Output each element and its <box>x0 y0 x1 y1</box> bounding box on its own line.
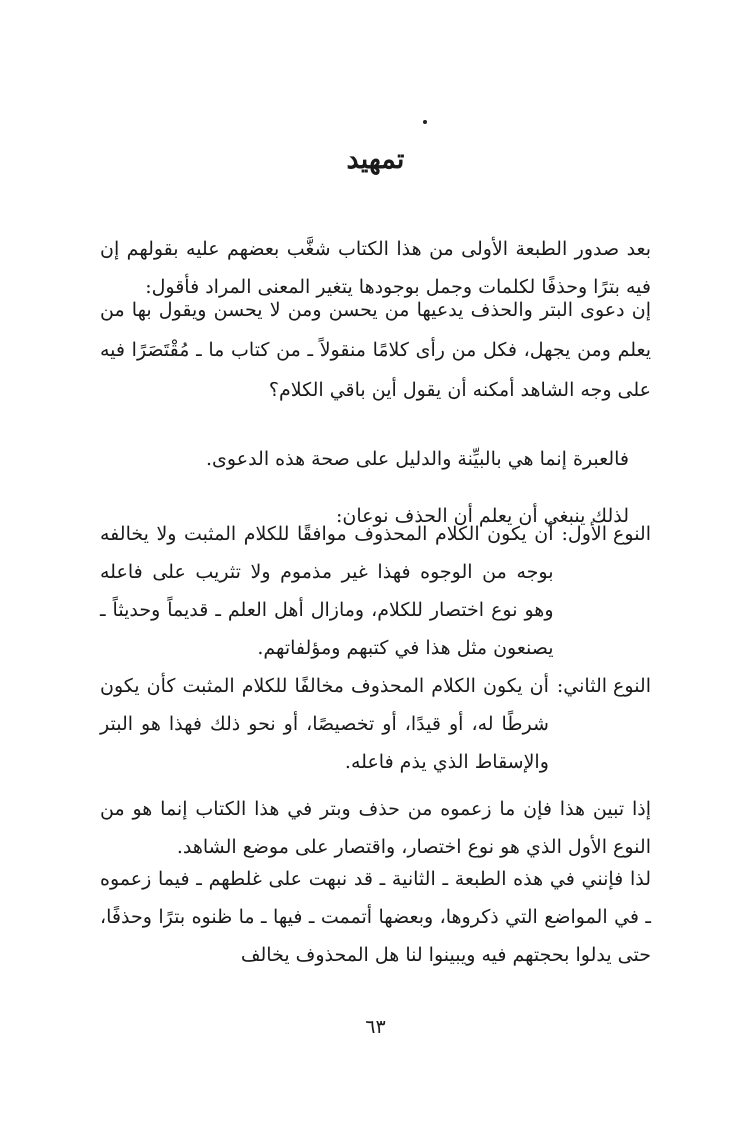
paragraph-evidence <box>100 440 651 478</box>
paragraph-conclusion <box>100 790 651 866</box>
paragraph-text: فالعبرة إنما هي بالبيِّنة والدليل على صحة هذه الدعوى. <box>206 448 629 470</box>
type-one-row <box>100 515 651 667</box>
type-two-row <box>100 667 651 781</box>
type-one-text: أن يكون الكلام المحذوف موافقًا للكلام المثبت ولا يخالفه بوجه من الوجوه فهذا غير مذموم ولا تثريب على فاعله وهو نوع اختصار للكلام، ومازال أهل العلم ـ قديماً وحديثاً ـ يصنعون مثل هذا في كتبهم ومؤلفاتهم. <box>100 523 554 659</box>
type-one-item <box>100 515 651 667</box>
paragraph-closing <box>100 860 651 974</box>
page-title: تمهيد <box>346 144 405 175</box>
type-two-text: أن يكون الكلام المحذوف مخالفًا للكلام المثبت كأن يكون شرطًا له، أو قيدًا، أو تخصيصًا، أو نحو ذلك فهذا هو البتر والإسقاط الذي يذم فاعله. <box>100 675 549 773</box>
type-one-label: النوع الأول: <box>561 523 651 545</box>
paragraph-text: لذا فإنني في هذه الطبعة ـ الثانية ـ قد نبهت على غلطهم ـ فيما زعموه ـ في المواضع التي ذكروها، وبعضها أتممت ـ فيها ـ ما ظنوه بترًا وحذفًا، حتى يدلوا بحجتهم فيه ويبينوا لنا هل المحذوف يخالف <box>100 868 651 966</box>
ink-dot <box>423 120 427 124</box>
paragraph-claim <box>100 290 651 410</box>
paragraph-text: لذلك ينبغي أن يعلم أن الحذف نوعان: <box>336 505 629 527</box>
paragraph-text: إذا تبين هذا فإن ما زعموه من حذف وبتر في هذا الكتاب إنما هو من النوع الأول الذي هو نوع اختصار، واقتصار على موضع الشاهد. <box>100 798 651 858</box>
paragraph-text: إن دعوى البتر والحذف يدعيها من يحسن ومن لا يحسن ويقول بها من يعلم ومن يجهل، فكل من رأى كلامًا منقولاً ـ من كتاب ما ـ مُقْتَصَرًا فيه على وجه الشاهد أمكنه أن يقول أين باقي الكلام؟ <box>100 299 651 401</box>
type-two-item <box>100 667 651 781</box>
paragraph-text: بعد صدور الطبعة الأولى من هذا الكتاب شغَّب بعضهم عليه بقولهم إن فيه بترًا وحذفًا لكلمات وجمل بوجودها يتغير المعنى المراد فأقول: <box>100 238 651 298</box>
page-number: ٦٣ <box>365 1016 386 1038</box>
type-two-label: النوع الثاني: <box>556 675 651 697</box>
